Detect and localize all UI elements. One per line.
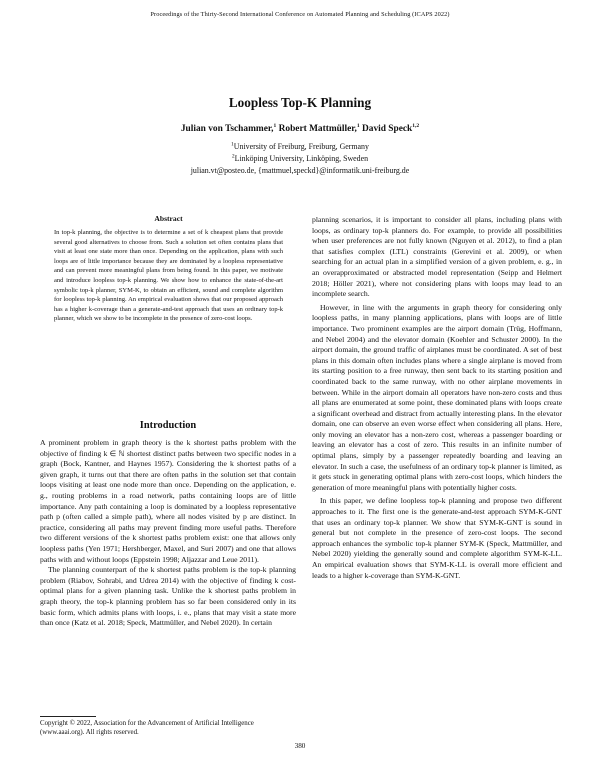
- page-number: 380: [294, 742, 306, 750]
- right-column-body: [312, 215, 562, 581]
- abstract-text: In top-k planning, the objective is to determine a set of k cheapest plans that provide several good alternatives to choose from. Such a solution set often contains plans that visit at least one state more than once. Depending on the application, plans with such loops are of little importance because they are dominated by a loopless representative and can prevent more meaningful plans from being found. In this paper, we motivate and introduce loopless top-k planning. We show how to enhance the state-of-the-art symbolic top-k planner, SYM-K, to obtain an efficient, sound and complete algorithm for loopless top-k planning. An empirical evaluation shows that our proposed approach has a higher k-coverage than a generate-and-test approach that uses an ordinary top-k planner, which we show to be incomplete in the presence of zero-cost loops.: [54, 229, 283, 323]
- footnote-divider: [40, 716, 96, 717]
- affil-text: University of Freiburg, Freiburg, Germany: [233, 142, 369, 151]
- abstract-body: [54, 228, 283, 324]
- author-emails: julian.vt@posteo.de, {mattmuel,speckd}@informatik.uni-freiburg.de: [190, 166, 410, 175]
- introduction-heading: Introduction: [139, 420, 197, 431]
- paper-title: Loopless Top-K Planning: [228, 95, 372, 110]
- author-affil-marker: 1,2: [412, 122, 420, 129]
- running-head: Proceedings of the Thirty-Second International Conference on Automated Planning and Scheduling (ICAPS 2022): [150, 11, 450, 18]
- paragraph: A prominent problem in graph theory is the k shortest paths problem with the objective of finding k ∈ ℕ shortest distinct paths between two specific nodes in a graph (Bock, Kantner, and Haynes 1957). Considering the k shortest paths of a given graph, it turns out that there are often paths in the solution set that contain loops visiting at least one node more than once. Depending on the application, e. g., routing problems in a road network, paths containing loops are of little importance. Any path containing a loop is dominated by a loopless representative path p (often called a simple path), where all nodes visited by p are distinct. In practice, considering all paths may prevent finding more useful paths. Therefore two different versions of the k shortest paths problem exist: one that allows only loopless paths (Yen 1971; Hershberger, Maxel, and Suri 2007) and one that allows paths with and without loops (Eppstein 1998; Aljazzar and Leue 2011).: [40, 438, 296, 564]
- left-column-body: [40, 438, 296, 629]
- copyright-notice: Copyright © 2022, Association for the Advancement of Artificial Intelligence (www.aaai.org). All rights reserved.: [40, 720, 254, 737]
- affil-text: Linköping University, Linköping, Sweden: [234, 154, 369, 163]
- author-3: [362, 124, 419, 134]
- abstract-heading: Abstract: [154, 214, 183, 223]
- author-name: Robert Mattmüller,: [278, 124, 357, 134]
- author-list: [0, 124, 600, 134]
- affil-marker: 2: [231, 153, 235, 160]
- paragraph: In this paper, we define loopless top-k planning and propose two different approaches to it. The first one is the generate-and-test approach SYM-K-GNT that uses an ordinary top-k planner. We show that SYM-K-GNT is sound in general but not complete in the presence of zero-cost loops. The second approach enhances the symbolic top-k planner SYM-K (Speck, Mattmüller, and Nebel 2020) yielding the generally sound and complete algorithm SYM-K-LL. An empirical evaluation shows that SYM-K-LL is overall more efficient and leads to a higher k-coverage than SYM-K-GNT.: [312, 496, 562, 580]
- affil-marker: 1: [231, 141, 234, 148]
- paragraph: planning scenarios, it is important to consider all plans, including plans with loops, as ordinary top-k planners do. For example, to provide all possibilities when user preferences are not fully known (Nguyen et al. 2012), to find a plan that satisfies complex (LTL) constraints (Gerevini et al. 2009), or when searching for an actual plan in a simplified version of a given problem, e. g., in an overapproximated or abstracted model representation (Seipp and Helmert 2018; Höller 2021), where not considering plans with loops may lead to an incomplete search.: [312, 215, 562, 299]
- author-affil-marker: 1: [356, 122, 360, 129]
- paragraph: The planning counterpart of the k shortest paths problem is the top-k planning problem (Riabov, Sohrabi, and Udrea 2014) with the objective of finding k cost-optimal plans for a given planning task. Unlike the k shortest paths problem in graph theory, the top-k planning problem has so far been considered only in its basic form, which admits plans with loops, i. e., plans that may visit a state more than once (Katz et al. 2018; Speck, Mattmüller, and Nebel 2020). In certain: [40, 565, 296, 628]
- affiliation-1: [0, 142, 600, 151]
- author-name: Julian von Tschammer,: [180, 124, 274, 134]
- author-2: [279, 124, 360, 134]
- author-1: [181, 124, 276, 134]
- author-affil-marker: 1: [273, 122, 277, 129]
- paragraph: However, in line with the arguments in graph theory for considering only loopless paths, in many planning applications, plans with loops are of little importance. Two prominent examples are the airport domain (Trüg, Hoffmann, and Nebel 2004) and the elevator domain (Koehler and Schuster 2000). In the airport domain, the ground traffic of airplanes must be coordinated. A set of best plans in this domain often includes plans where a single airplane is moved from its starting position to a free runway, then sent back to its starting position and coordinated back to the same runway, with no other airplane movements in between. While in the airport domain all operators have non-zero costs and thus all plans are enumerated at some point, these dominated plans with loops create a significant overhead and distract from actually interesting plans. In the elevator domain, one can observe an even worse effect when considering all plans. Here, only moving an elevator has a non-zero cost, whereas a passenger boarding or leaving an elevator has a cost of zero. This results in an infinite number of optimal plans, simply by a passenger repeatedly boarding and leaving an elevator. In such a case, the usefulness of an ordinary top-k planner is limited, as it gets stuck in generating optimal plans with zero-cost loops, which hinders the generation of more meaningful plans with potentially higher costs.: [312, 302, 562, 492]
- author-name: David Speck: [361, 124, 413, 134]
- affiliation-2: [0, 154, 600, 163]
